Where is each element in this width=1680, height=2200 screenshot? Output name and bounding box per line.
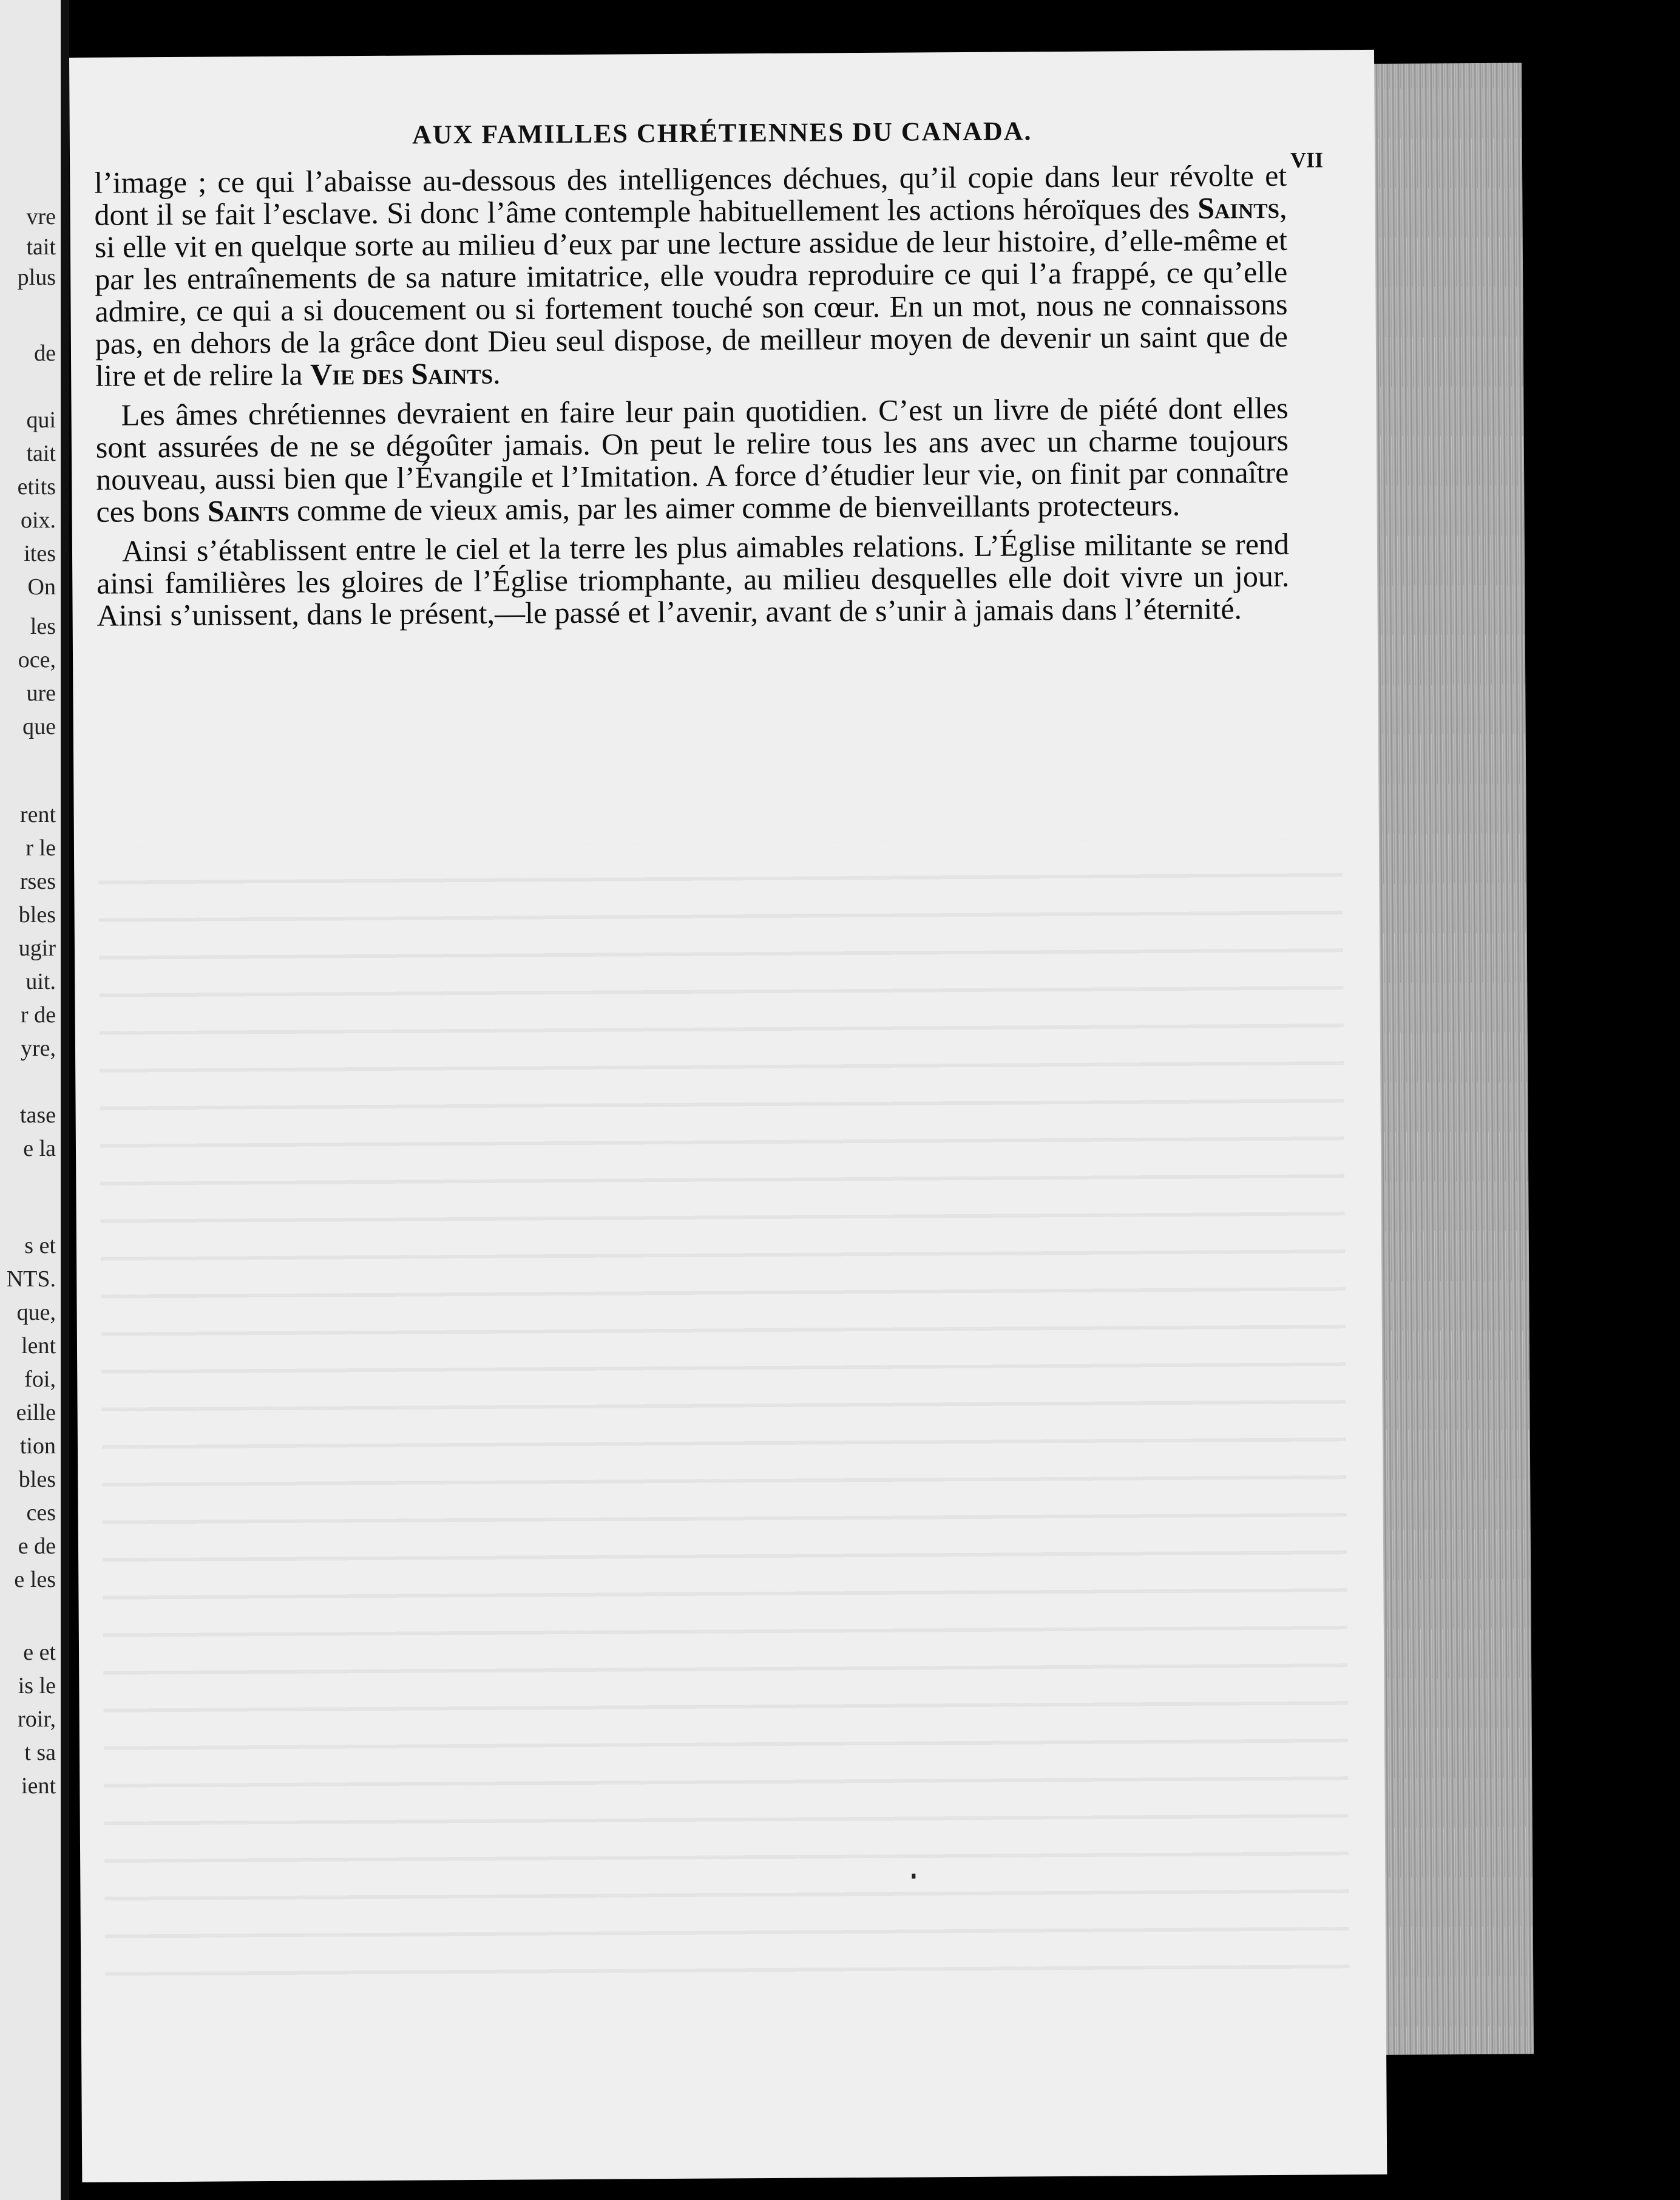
small-caps-saints: Saints (1197, 190, 1280, 225)
facing-page-fragment: rent (19, 802, 56, 827)
facing-page-fragment: ure (26, 681, 56, 706)
facing-page-fragment: is le (18, 1673, 56, 1699)
small-caps-saints: Saints (207, 493, 290, 528)
text-run: . (492, 356, 501, 390)
facing-page-fragment: foi, (24, 1367, 56, 1392)
paragraph-1 (94, 160, 1288, 392)
facing-page-fragment: e et (23, 1640, 56, 1665)
book-gutter (61, 0, 69, 2200)
facing-page-fragment: e la (23, 1136, 56, 1161)
facing-page-fragment: rses (19, 869, 56, 894)
facing-page-fragment: bles (18, 902, 56, 928)
facing-page-fragment: que, (16, 1300, 56, 1325)
facing-page-fragment: ces (26, 1500, 56, 1526)
facing-page-fragment: r le (25, 835, 56, 861)
facing-page-fragment: bles (18, 1467, 56, 1492)
text-run: comme de vieux amis, par les aimer comme de bienveillants protecteurs. (289, 487, 1180, 528)
text-run: , si elle vit en quelque sorte au milieu d’eux par une lecture assidue de leur histoire, d’elle-même et par les entraînements de sa nature imitatrice, elle voudra reproduire ce qui l’a frappé, ce qu’elle admire, ce qui a si doucement ou si fortement touché son cœur. En un mot, nous ne connaissons pas, en dehors de la grâce dont Dieu seul dispose, de meilleur moyen de devenir un saint que de lire et de relire la (94, 190, 1289, 393)
facing-page-edge (0, 0, 61, 2200)
running-head: AUX FAMILLES CHRÉTIENNES DU CANADA. (412, 116, 1032, 150)
facing-page-fragment: oce, (18, 647, 56, 673)
facing-page-fragment: etits (17, 474, 56, 500)
facing-page-fragment: ites (24, 541, 56, 566)
facing-page-fragment: NTS. (6, 1266, 56, 1292)
page-number: VII (1290, 148, 1324, 172)
facing-page-fragment: s et (24, 1233, 56, 1258)
facing-page-fragment: e les (14, 1567, 56, 1592)
paragraph-2 (95, 392, 1289, 528)
facing-page-fragment: tait (26, 441, 56, 466)
body-text (94, 160, 1290, 632)
facing-page-fragment: uit. (25, 969, 56, 994)
text-run: Les âmes chrétiennes devraient en faire leur pain quotidien. C’est un livre de piété dont elles sont assurées de ne se dégoûter jamais. On peut le relire tous les ans avec un charme toujours nouveau, aussi bien que l’Évangile et l’Imitation. A force d’étudier leur vie, on finit par connaître ces bons (95, 390, 1289, 529)
small-caps-vie-des-saints: Vie des Saints (310, 356, 493, 392)
facing-page-fragment: de (34, 341, 56, 366)
facing-page-fragment: tait (26, 234, 56, 260)
facing-page-fragment: yre, (20, 1036, 56, 1061)
facing-page-fragment: eille (16, 1400, 56, 1425)
ink-speck (912, 1874, 915, 1879)
facing-page-fragment: les (30, 614, 56, 639)
paragraph-3: Ainsi s’établissent entre le ciel et la terre les plus aimables relations. L’Église militante se rend ainsi familières les gloires de l’Église triomphante, au milieu desquelles elle doit vivre un jour. Ainsi s’unissent, dans le présent,—le passé et l’avenir, avant de s’unir à jamais dans l’éternité. (97, 526, 1290, 633)
facing-page-fragment: tase (19, 1102, 56, 1128)
facing-page-fragment: On (27, 574, 56, 600)
facing-page-fragment: r de (20, 1002, 56, 1028)
facing-page-fragment: ugir (18, 935, 56, 961)
book-page (69, 50, 1387, 2182)
facing-page-fragment: ient (21, 1773, 56, 1799)
facing-page-fragment: roir, (18, 1706, 56, 1732)
text-run: l’image ; ce qui l’abaisse au-dessous des intelligences déchues, qu’il copie dans leur révolte et dont il se fait l’esclave. Si donc l’âme contemple habituellement les actions héroïques des (94, 158, 1287, 232)
facing-page-fragment: t sa (24, 1740, 56, 1765)
facing-page-fragment: plus (17, 265, 56, 290)
facing-page-fragment: lent (21, 1333, 56, 1359)
facing-page-fragment: qui (26, 407, 56, 433)
facing-page-fragment: e de (18, 1533, 56, 1559)
show-through-texture (98, 839, 1350, 2000)
page-edges-block (1373, 63, 1534, 2055)
facing-page-fragment: tion (19, 1433, 56, 1459)
facing-page-fragment: oix. (20, 508, 56, 533)
facing-page-fragment: vre (26, 204, 56, 229)
facing-page-fragment: que (22, 714, 56, 739)
